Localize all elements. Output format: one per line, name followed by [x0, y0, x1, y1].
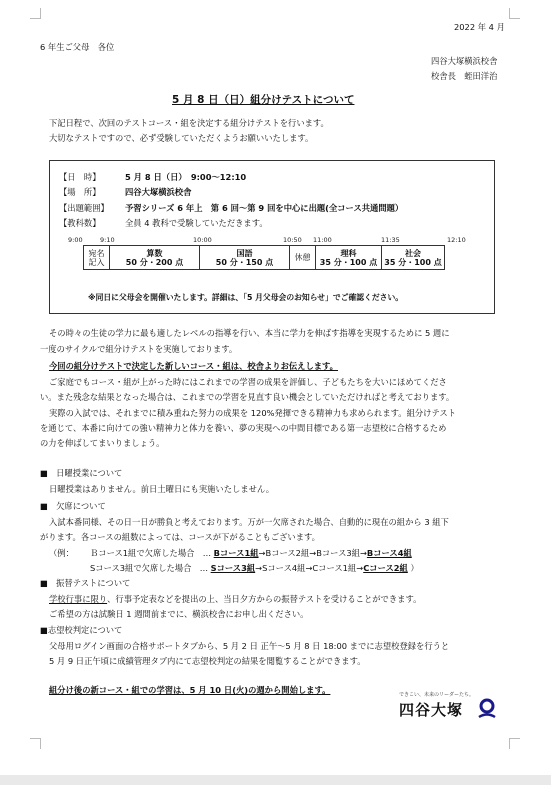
schedule-cell-japanese	[200, 246, 290, 270]
subject-name: 算数	[146, 248, 163, 258]
footer-note: 組分け後の新コース・組での学習は、5 月 10 日(火)の週から開始します。	[49, 685, 331, 695]
schedule-cell-science	[316, 246, 382, 270]
subject-detail: 50 分・200 点	[125, 257, 184, 267]
principal-name: 校舎長 蛭田洋治	[431, 71, 498, 81]
place-value: 四谷大塚横浜校舎	[125, 187, 192, 197]
date-label: 【日 時】	[59, 172, 101, 182]
intro-line-1: 下記日程で、次回のテストコース・組を決定する組分けテストを行います。	[49, 118, 329, 128]
subjects-label: 【教科数】	[59, 218, 101, 228]
schedule-table	[83, 245, 445, 270]
crop-mark	[30, 738, 41, 749]
subject-detail: 35 分・100 点	[384, 257, 442, 267]
crop-mark	[509, 738, 520, 749]
schedule-cell-name-entry: 宛名 記入	[84, 246, 110, 270]
body-line: い。また残念な結果となった場合は、これまでの学習を見直す良い機会としていただければと考えております。	[40, 392, 455, 402]
document-title: 5 月 8 日（日）組分けテストについて	[172, 94, 355, 106]
range-value: 予習シリーズ 6 年上 第 6 回～第 9 回を中心に出題(全コース共通問題）	[125, 203, 404, 213]
body-line: ご家庭でもコース・組が上がった時にはこれまでの学習の成果を評価し、子どもたちを大いにほめてくださ	[49, 377, 447, 387]
time-label: 10:00	[193, 236, 212, 244]
example-highlight: Cコース2組	[363, 563, 408, 573]
body-line: 実際の入試では、それまでに積み重ねた努力の成果を 120%発揮できる精神力も求められます。組分けテスト	[49, 408, 457, 418]
example-text: →Bコース2組→Bコース3組→	[258, 548, 367, 558]
time-label: 10:50	[283, 236, 302, 244]
section-heading: ■志望校判定について	[40, 625, 123, 635]
time-label: 9:10	[100, 236, 115, 244]
time-label: 9:00	[68, 236, 83, 244]
body-line: その時々の生徒の学力に最も適したレベルの指導を行い、本当に学力を伸ばす指導を実現するために 5 週に	[49, 328, 450, 338]
example-text: Sコース3組で欠席した場合 …	[90, 563, 208, 573]
section-body: 入試本番同様、その日一日が勝負と考えております。万が一欠席された場合、自動的に現在の組から 3 組下	[49, 517, 449, 527]
section-heading: ■ 振替テストについて	[40, 578, 131, 588]
logo-name: 四谷大塚	[399, 701, 464, 719]
subject-name: 社会	[405, 248, 421, 258]
example-text: →Sコース4組→Cコース1組→	[255, 563, 364, 573]
body-text: 、行事予定表などを提出の上、当日夕方からの振替テストを受けることができます。	[107, 594, 422, 604]
schedule-cell-break: 休憩	[290, 246, 316, 270]
body-line: を通じて、本番に向けての強い精神力と体力を養い、夢の実現への中間目標である第一志望校に合格するため	[40, 423, 447, 433]
section-body: ご希望の方は試験日 1 週間前までに、横浜校舎にお申し出ください。	[49, 609, 309, 619]
body-line: の力を伸ばしてまいりましょう。	[40, 438, 165, 448]
range-label: 【出題範囲】	[59, 203, 109, 213]
subject-detail: 50 分・150 点	[215, 257, 274, 267]
body-line: 一度のサイクルで組分けテストを実施しております。	[40, 344, 238, 354]
date-value: 5 月 8 日（日） 9:00～12:10	[125, 172, 247, 182]
subject-name: 国語	[236, 248, 253, 258]
section-body: 5 月 9 日正午頃に成績管理タブ内にて志望校判定の結果を閲覧することができます。	[49, 656, 366, 666]
section-body: 父母用ログイン画面の合格サポートタブから、5 月 2 日 正午～5 月 8 日 18:00 までに志望校登録を行うと	[49, 641, 450, 651]
time-label: 11:35	[381, 236, 400, 244]
letter-date: 2022 年 4 月	[454, 22, 505, 32]
subject-detail: 35 分・100 点	[319, 257, 378, 267]
example-highlight: Bコース1組	[213, 548, 259, 558]
section-body: がります。各コースの組数によっては、コースが下がることもございます。	[40, 532, 320, 542]
place-label: 【場 所】	[59, 187, 101, 197]
recipient: 6 年生ご父母 各位	[40, 42, 115, 52]
example-2	[90, 563, 419, 574]
yotsuya-logo-icon	[477, 698, 497, 720]
logo-tagline: できこい、未来のリーダーたち。	[399, 692, 475, 698]
emphasis-text: 学校行事に限り	[49, 594, 108, 604]
crop-mark	[30, 8, 41, 19]
subject-name: 理科	[340, 248, 357, 258]
schedule-cell-social	[382, 246, 445, 270]
schedule-cell-math	[110, 246, 200, 270]
example-highlight: Sコース3組	[210, 563, 256, 573]
example-label: （例：	[49, 548, 74, 558]
course-notice: 今回の組分けテストで決定した新しいコース・組は、校舎よりお伝えします。	[49, 361, 338, 371]
example-text: ）	[410, 563, 419, 573]
section-heading: ■ 欠席について	[40, 501, 106, 511]
example-1	[90, 548, 412, 559]
parent-meeting-note: ※同日に父母会を開催いたします。詳細は、「5 月父母会のお知らせ」でご確認ください。	[88, 293, 404, 302]
school-name: 四谷大塚横浜校舎	[431, 56, 498, 66]
section-body: 日曜授業はありません。前日土曜日にも実施いたしません。	[49, 484, 275, 494]
time-label: 12:10	[447, 236, 466, 244]
section-heading: ■ 日曜授業について	[40, 468, 123, 478]
info-box	[49, 160, 495, 314]
example-highlight: Bコース4組	[366, 548, 412, 558]
time-label: 11:00	[313, 236, 332, 244]
subjects-value: 全員 4 教科で受験していただきます。	[125, 218, 268, 228]
section-body	[49, 594, 421, 605]
intro-line-2: 大切なテストですので、必ず受験していただくようお願いいたします。	[49, 133, 314, 143]
crop-mark	[509, 8, 520, 19]
example-text: Ｂコース1組で欠席した場合 …	[90, 548, 212, 558]
